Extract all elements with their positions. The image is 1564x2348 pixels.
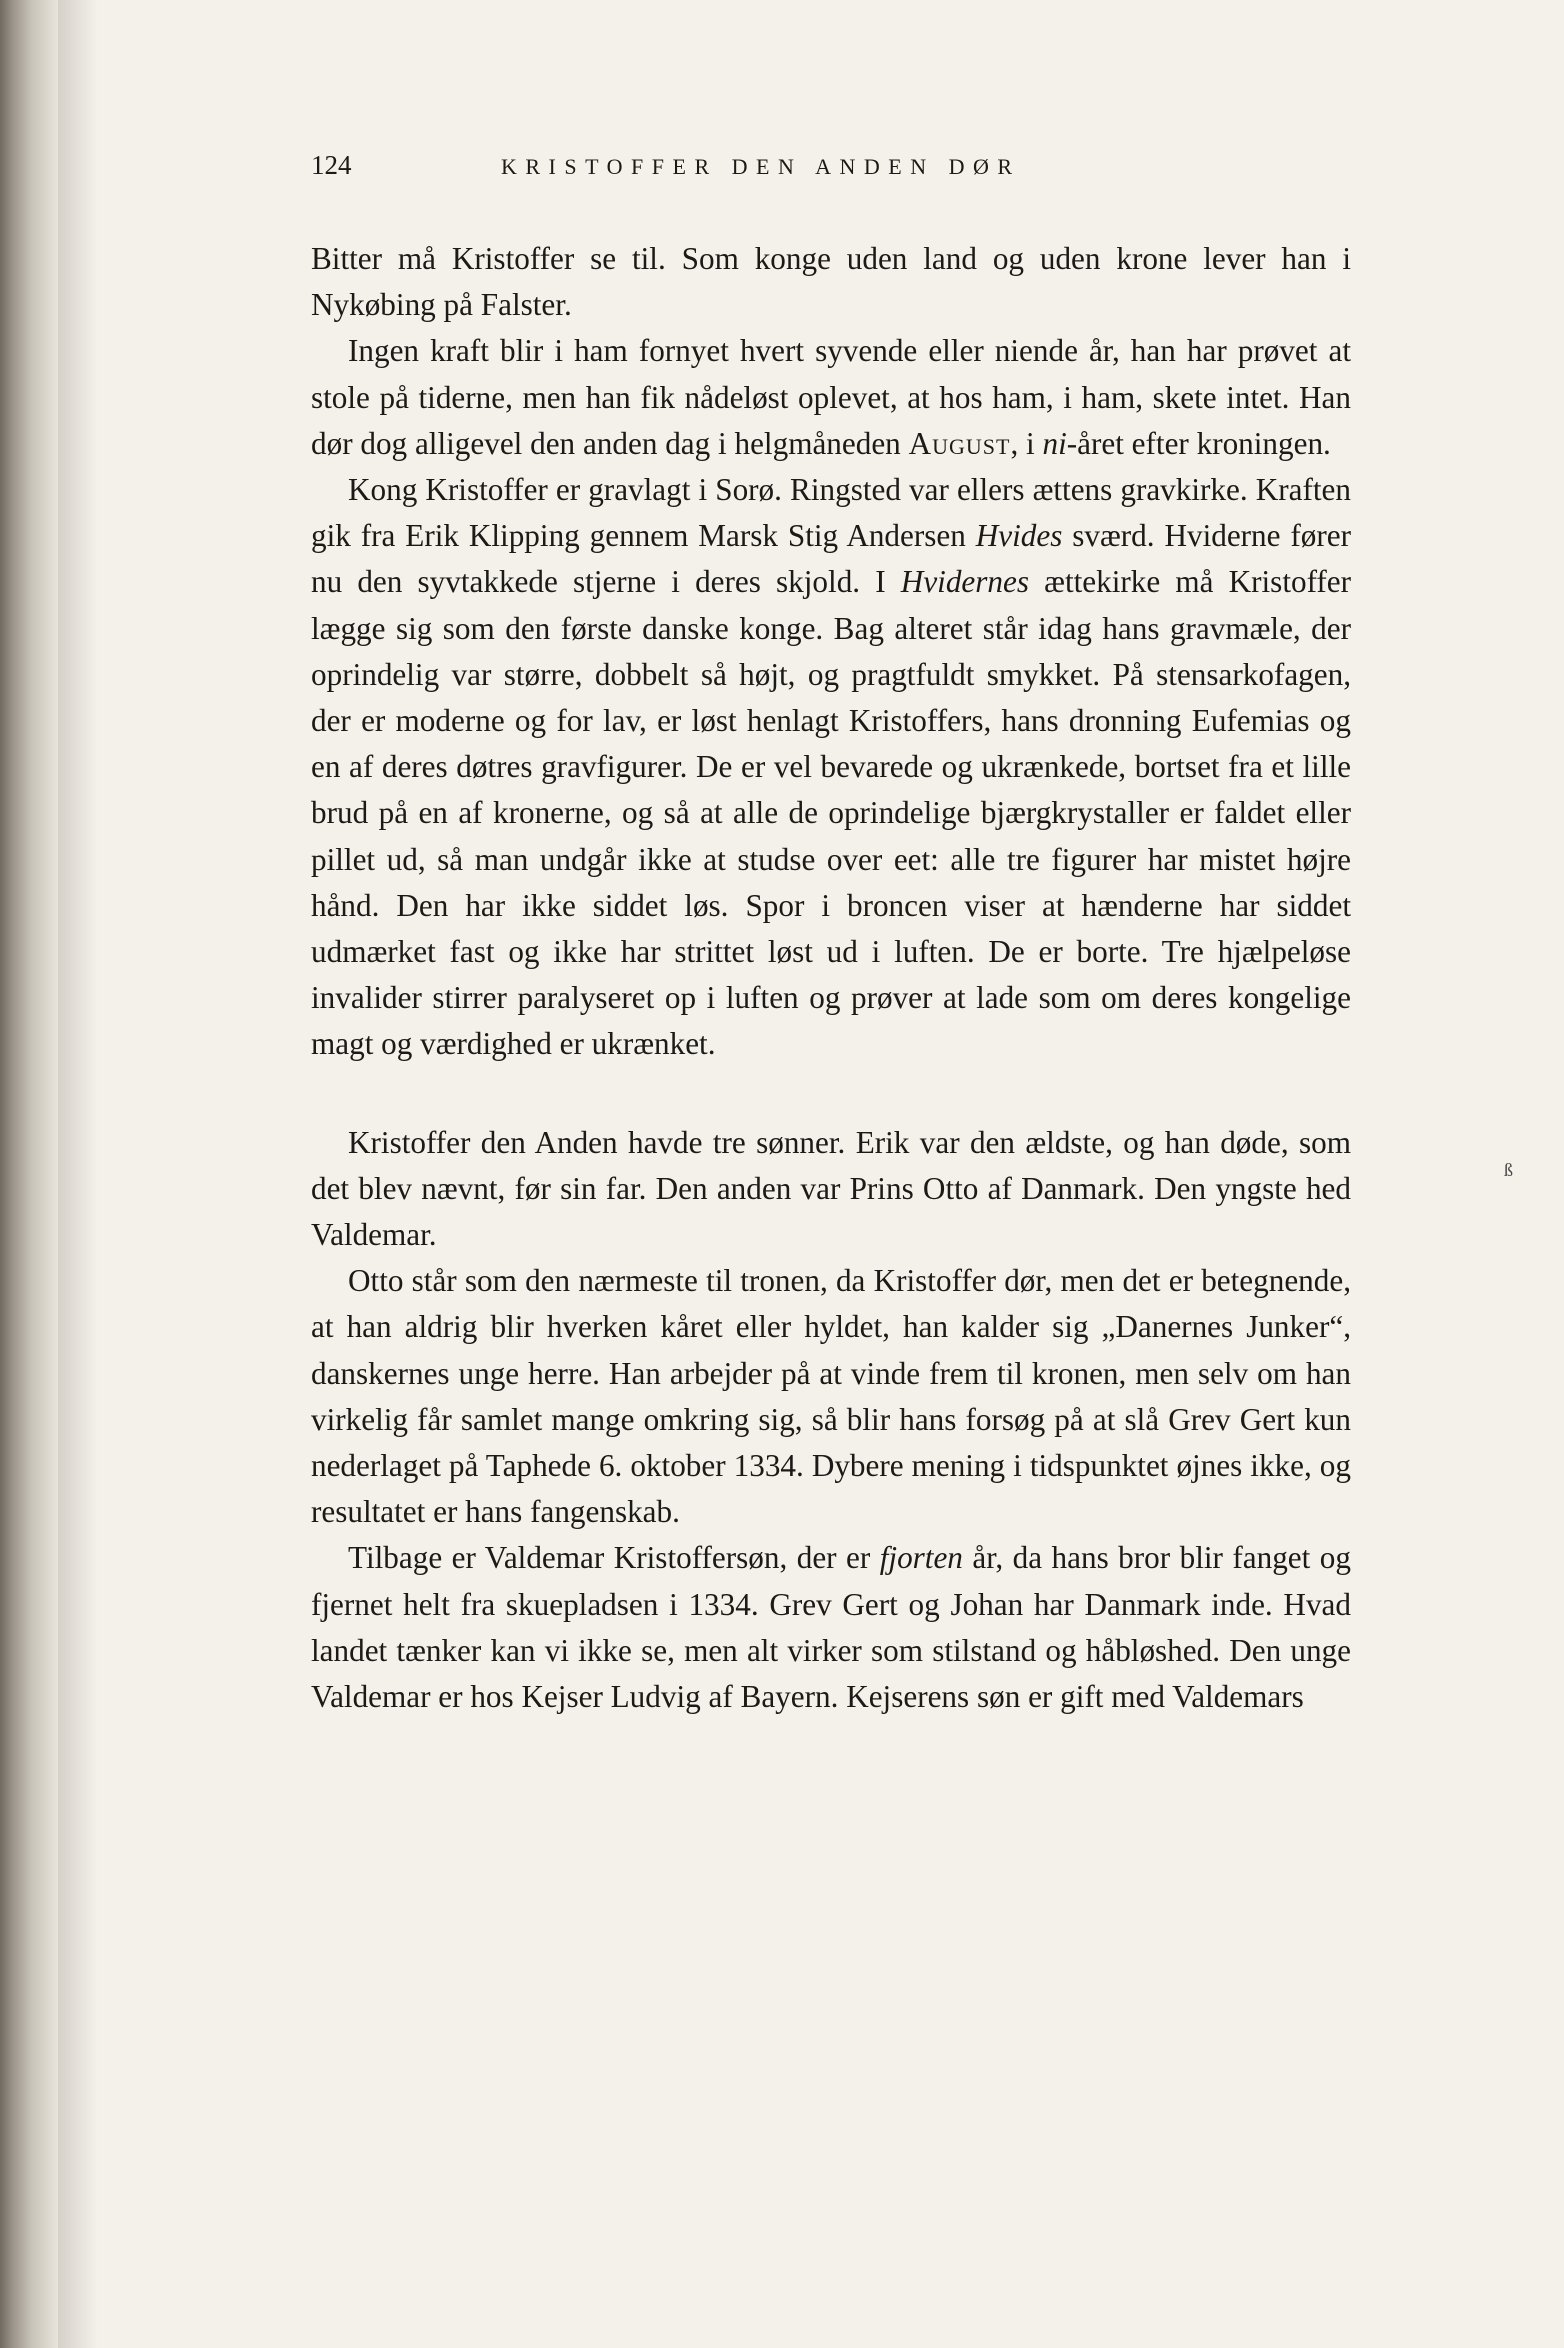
book-page: [311, 150, 1351, 1720]
small-caps-month: August: [908, 425, 1011, 461]
italic-word: Hvides: [975, 518, 1063, 554]
italic-word: ni: [1042, 425, 1067, 461]
paragraph-6: [311, 1535, 1351, 1720]
page-number: 124: [311, 150, 352, 180]
italic-word: Hvidernes: [900, 564, 1029, 600]
text-run: Ingen kraft blir i ham fornyet hvert syvende eller niende år, han har prøvet at stole på tiderne, men han fik nådeløst oplevet, at hos ham, i ham, skete intet. Han dør dog alligevel den anden dag i helgmåneden: [311, 333, 1351, 461]
margin-mark: ß: [1504, 1160, 1513, 1180]
paragraph-3: [311, 467, 1351, 1068]
text-run: , i: [1010, 425, 1043, 461]
text-run: Tilbage er Valdemar Kristoffersøn, der er: [348, 1540, 880, 1576]
gutter-shadow: [58, 0, 98, 2348]
italic-word: fjorten: [879, 1540, 963, 1576]
running-head: [311, 150, 1351, 190]
running-title: KRISTOFFER DEN ANDEN DØR: [501, 154, 1021, 179]
text-run: ættekirke må Kristoffer lægge sig som den første danske konge. Bag alteret står idag hans gravmæle, der oprindelig var større, dobbelt så højt, og pragtfuldt smykket. På stensarkofagen, der er moderne og for lav, er løst henlagt Kristoffers, hans dronning Eufemias og en af deres døtres gravfigurer. De er vel bevarede og ukrænkede, bortset fra et lille brud på en af kronerne, og så at alle de oprindelige bjærgkrystaller er faldet eller pillet ud, så man undgår ikke at studse over eet: alle tre figurer har mistet højre hånd. Den har ikke siddet løs. Spor i broncen viser at hænderne har siddet udmærket fast og ikke har strittet løst ud i luften. De er borte. Tre hjælpeløse invalider stirrer paralyseret op i luften og prøver at lade som om deres kongelige magt og værdighed er ukrænket.: [311, 564, 1352, 1062]
text-run: sværd. Hviderne fører nu den syvtakkede stjerne i deres skjold. I: [311, 518, 1351, 600]
book-spine-shadow: [0, 0, 58, 2348]
text-run: år, da hans bror blir fanget og fjernet helt fra skuepladsen i 1334. Grev Gert og Johan har Danmark inde. Hvad landet tænker kan vi ikke se, men alt virker som stilstand og håbløshed. Den unge Valdemar er hos Kejser Ludvig af Bayern. Kejserens søn er gift med Valdemars: [311, 1540, 1351, 1715]
paragraph-1: Bitter må Kristoffer se til. Som konge uden land og uden krone lever han i Nykøbing på Falster.: [311, 241, 1351, 323]
text-run: Kong Kristoffer er gravlagt i Sorø. Ringsted var ellers ættens gravkirke. Kraften gik fra Erik Klipping gennem Marsk Stig Andersen: [311, 472, 1351, 554]
paragraph-2: [311, 328, 1351, 467]
paragraph-4: Kristoffer den Anden havde tre sønner. Erik var den ældste, og han døde, som det blev nævnt, før sin far. Den anden var Prins Otto af Danmark. Den yngste hed Valdemar.: [311, 1124, 1351, 1253]
body-text: [311, 236, 1351, 1720]
paragraph-5: Otto står som den nærmeste til tronen, da Kristoffer dør, men det er betegnende, at han aldrig blir hverken kåret eller hyldet, han kalder sig „Danernes Junker“, danskernes unge herre. Han arbejder på at vinde frem til kronen, men selv om han virkelig får samlet mange omkring sig, så blir hans forsøg på at slå Grev Gert kun nederlaget på Taphede 6. oktober 1334. Dybere mening i tidspunktet øjnes ikke, og resultatet er hans fangenskab.: [311, 1263, 1351, 1530]
text-run: -året efter kroningen.: [1066, 425, 1331, 461]
